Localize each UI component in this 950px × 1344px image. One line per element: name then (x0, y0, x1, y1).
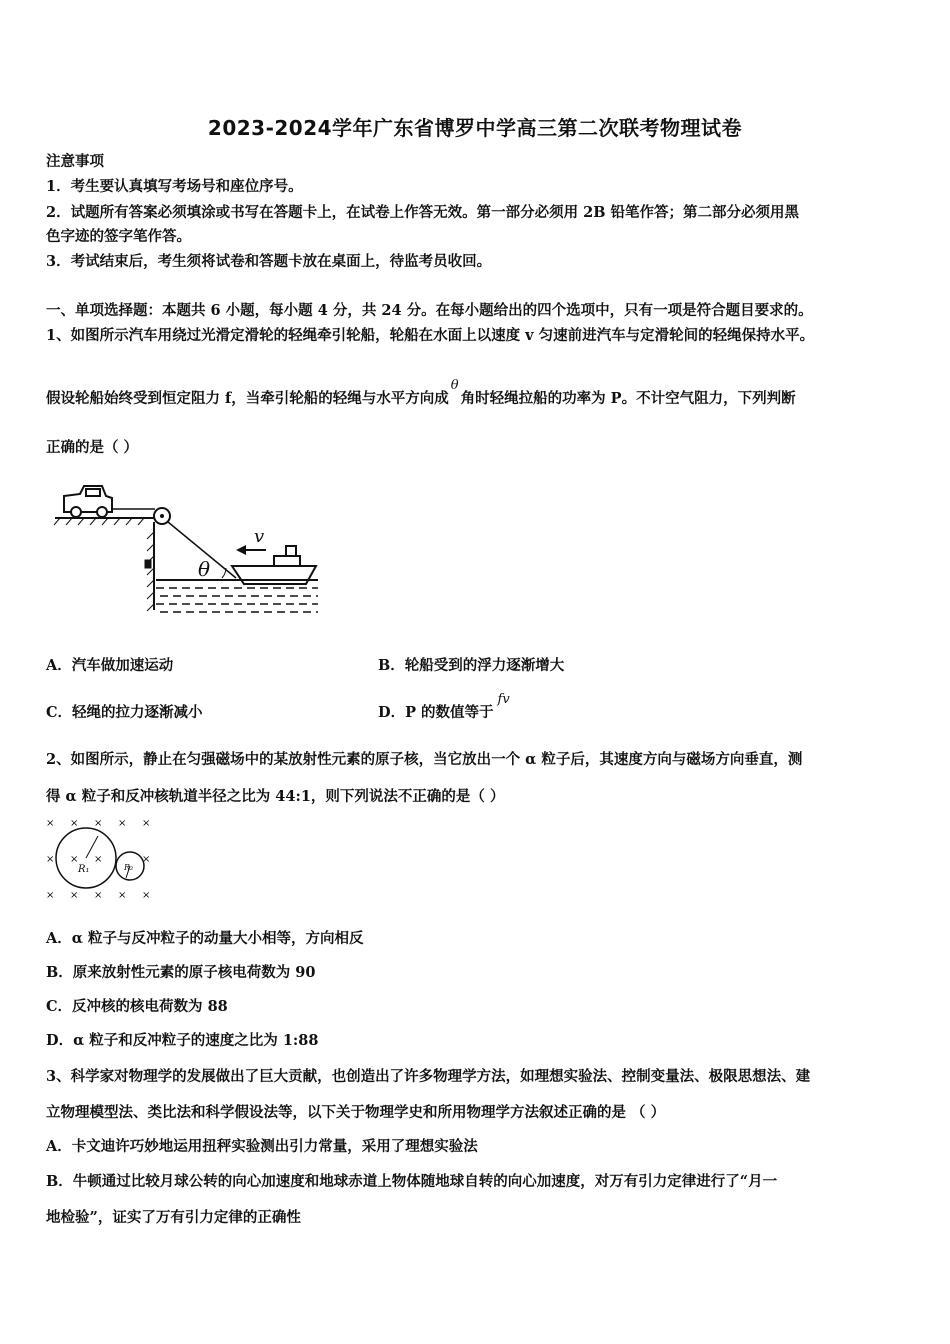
q1-option-d-expr: fv (497, 692, 510, 707)
q1-stem-line2a: 假设轮船始终受到恒定阻力 f，当牵引轮船的轻绳与水平方向成 (46, 390, 449, 407)
q1-stem-line2 (46, 378, 796, 410)
q3-option-b-line2: 地检验”，证实了万有引力定律的正确性 (46, 1209, 301, 1226)
section-heading: 一、单项选择题：本题共 6 小题，每小题 4 分，共 24 分。在每小题给出的四个选项中，只有一项是符合题目要求的。 (46, 302, 813, 319)
q2-stem-line2: 得 α 粒子和反冲核轨道半径之比为 44:1，则下列说法不正确的是（ ） (46, 788, 505, 805)
svg-text:×: × (46, 854, 55, 865)
notice-item-2-cont: 色字迹的签字笔作答。 (46, 228, 191, 245)
svg-text:×: × (70, 890, 79, 901)
q1-figure (50, 482, 330, 622)
q2-option-c: C．反冲核的核电荷数为 88 (46, 998, 228, 1015)
svg-text:×: × (94, 854, 103, 865)
svg-text:×: × (70, 854, 79, 865)
svg-text:×: × (94, 890, 103, 901)
svg-text:×: × (94, 818, 103, 829)
q1-option-d-text: D．P 的数值等于 (378, 704, 494, 721)
q3-option-a: A．卡文迪许巧妙地运用扭秤实验测出引力常量，采用了理想实验法 (46, 1138, 478, 1155)
svg-text:×: × (70, 818, 79, 829)
r1-label: R₁ (78, 864, 90, 875)
svg-text:×: × (142, 890, 151, 901)
angle-arc (222, 568, 226, 578)
svg-text:×: × (118, 818, 127, 829)
q3-stem-line1: 3、科学家对物理学的发展做出了巨大贡献，也创造出了许多物理学方法，如理想实验法、控制变量法、极限思想法、建 (46, 1068, 811, 1085)
fig-theta-label: θ (198, 557, 211, 581)
q2-option-b: B．原来放射性元素的原子核电荷数为 90 (46, 964, 316, 981)
q2-stem-line1: 2、如图所示，静止在匀强磁场中的某放射性元素的原子核，当它放出一个 α 粒子后，其速度方向与磁场方向垂直，测 (46, 751, 803, 768)
q1-theta-symbol: θ (450, 378, 459, 393)
cliff-wall (145, 522, 154, 611)
pulley-axle (160, 514, 164, 518)
q1-stem-line3: 正确的是（ ） (46, 439, 139, 456)
svg-text:×: × (46, 890, 55, 901)
q3-stem-line2: 立物理模型法、类比法和科学假设法等，以下关于物理学史和所用物理学方法叙述正确的是 （ ） (46, 1104, 666, 1121)
ground-platform (54, 518, 155, 525)
notice-item-1: 1．考生要认真填写考场号和座位序号。 (46, 178, 303, 195)
q1-option-b: B．轮船受到的浮力逐渐增大 (378, 657, 565, 674)
q1-option-a: A．汽车做加速运动 (46, 657, 174, 674)
notice-item-3: 3．考试结束后，考生须将试卷和答题卡放在桌面上，待监考员收回。 (46, 253, 492, 270)
q2-option-a: A．α 粒子与反冲粒子的动量大小相等，方向相反 (46, 930, 364, 947)
notice-item-2: 2．试题所有答案必须填涂或书写在答题卡上，在试卷上作答无效。第一部分必须用 2B 铅笔作答；第二部分必须用黑 (46, 204, 800, 221)
page-title: 2023-2024学年广东省博罗中学高三第二次联考物理试卷 (207, 116, 743, 140)
q2-figure (42, 814, 162, 904)
svg-text:×: × (118, 890, 127, 901)
svg-text:×: × (142, 818, 151, 829)
fig-velocity-label: v (254, 526, 265, 547)
svg-text:×: × (46, 818, 55, 829)
q1-option-c: C．轻绳的拉力逐渐减小 (46, 704, 203, 721)
q3-option-b-line1: B．牛顿通过比较月球公转的向心加速度和地球赤道上物体随地球自转的向心加速度，对万有引力定律进行了“月一 (46, 1173, 778, 1190)
q2-option-d: D．α 粒子和反冲粒子的速度之比为 1:88 (46, 1032, 319, 1049)
svg-text:×: × (142, 854, 151, 865)
q1-stem-line1: 1、如图所示汽车用绕过光滑定滑轮的轻绳牵引轮船，轮船在水面上以速度 v 匀速前进汽车与定滑轮间的轻绳保持水平。 (46, 327, 815, 344)
q1-stem-line2b: 角时轻绳拉船的功率为 P。不计空气阻力，下列判断 (460, 390, 796, 407)
car-icon (64, 486, 112, 517)
r2-label: R₂ (124, 863, 134, 872)
q1-option-d (378, 692, 510, 724)
notice-heading: 注意事项 (46, 153, 104, 170)
